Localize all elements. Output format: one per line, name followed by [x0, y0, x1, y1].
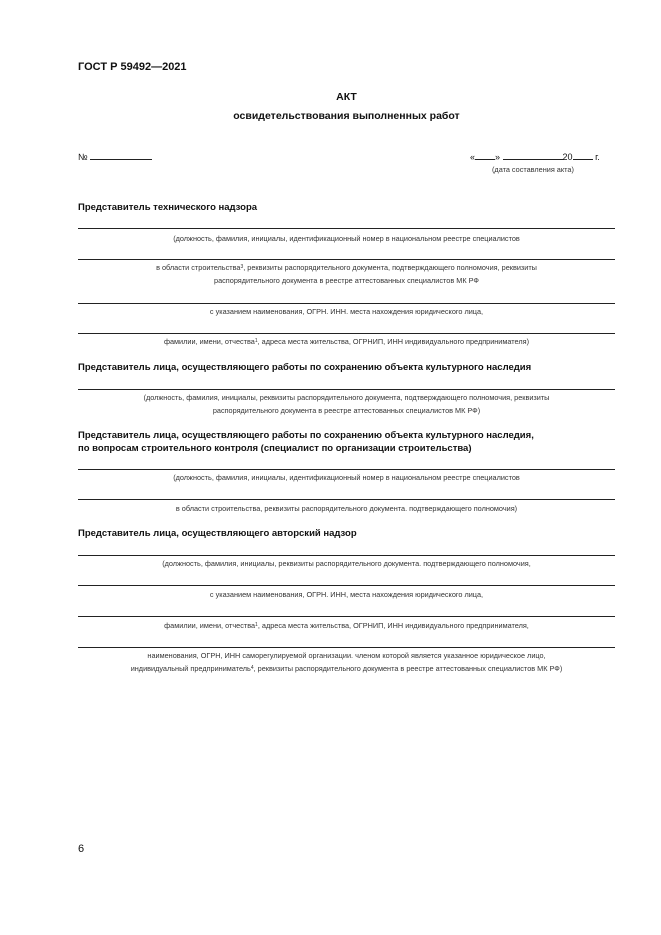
field-caption: (должность, фамилия, инициалы, идентификационный номер в национальном реестре специалистов — [173, 234, 520, 243]
caption-text: , реквизиты распорядительного документа, подтверждающего полномочия, реквизиты — [243, 263, 537, 272]
act-number-field[interactable] — [78, 150, 152, 162]
number-blank[interactable] — [90, 150, 152, 160]
year-prefix: 20 — [562, 152, 573, 162]
signature-line[interactable] — [78, 333, 615, 334]
signature-line[interactable] — [78, 389, 615, 390]
signature-line[interactable] — [78, 303, 615, 304]
heading-line: Представитель лица, осуществляющего работы по сохранению объекта культурного наследия, — [78, 430, 534, 441]
caption-text: в области строительства — [156, 263, 241, 272]
date-open-quote: « — [470, 152, 476, 162]
caption-text: (должность, фамилия, инициалы, реквизиты распорядительного документа, подтверждающего полномочия, реквизиты — [143, 393, 550, 402]
caption-text: , реквизиты распорядительного документа в реестре аттестованных специалистов МК РФ) — [253, 663, 563, 673]
signature-line[interactable] — [78, 259, 615, 260]
section-heading-author-supervision: Представитель лица, осуществляющего авторский надзор — [78, 528, 357, 539]
field-caption: (должность, фамилия, инициалы, идентификационный номер в национальном реестре специалистов — [173, 473, 520, 482]
month-blank[interactable] — [503, 150, 563, 160]
caption-text: распорядительного документа в реестре аттестованных специалистов МК РФ) — [212, 405, 481, 415]
caption-text: , адреса места жительства, ОГРНИП, ИНН индивидуального предпринимателя, — [257, 621, 529, 630]
field-caption — [78, 262, 615, 287]
caption-text: , адреса места жительства, ОГРНИП, ИНН индивидуального предпринимателя) — [257, 337, 530, 346]
number-label: № — [78, 152, 88, 162]
field-caption — [78, 620, 615, 633]
day-blank[interactable] — [475, 150, 495, 160]
footnote-ref: 3 — [240, 264, 244, 270]
act-subtitle: освидетельствования выполненных работ — [233, 110, 460, 122]
footnote-ref: 1 — [255, 622, 258, 628]
date-caption: (дата составления акта) — [492, 165, 574, 174]
page-number: 6 — [78, 843, 85, 855]
signature-line[interactable] — [78, 585, 615, 586]
year-blank[interactable] — [573, 150, 593, 160]
field-caption: в области строительства, реквизиты распорядительного документа. подтверждающего полномочия) — [175, 504, 518, 513]
field-caption — [78, 392, 615, 417]
field-caption: с указанием наименования, ОГРН. ИНН, места нахождения юридического лица, — [209, 590, 484, 599]
caption-text: наименования, ОГРН, ИНН саморегулируемой организации. членом которой является указанное юридическое лицо, — [147, 651, 546, 660]
section-heading-construction-control — [78, 429, 534, 455]
caption-text: фамилии, имени, отчества — [163, 337, 255, 346]
caption-text: индивидуальный предприниматель — [130, 663, 251, 673]
signature-line[interactable] — [78, 616, 615, 617]
act-title: АКТ — [336, 91, 357, 103]
signature-line[interactable] — [78, 555, 615, 556]
caption-text: распорядительного документа в реестре аттестованных специалистов МК РФ — [214, 275, 479, 285]
section-heading-technical-supervision: Представитель технического надзора — [78, 202, 258, 213]
field-caption: (должность, фамилия, инициалы, реквизиты распорядительного документа. подтверждающего полномочия, — [162, 559, 531, 568]
year-suffix: г. — [595, 152, 600, 162]
signature-line[interactable] — [78, 469, 615, 470]
heading-line: по вопросам строительного контроля (специалист по организации строительства) — [78, 443, 472, 454]
field-caption: с указанием наименования, ОГРН. ИНН. места нахождения юридического лица, — [209, 307, 484, 316]
field-caption — [78, 336, 615, 349]
field-caption — [70, 650, 623, 675]
date-close-quote: » — [495, 152, 501, 162]
section-heading-heritage-works: Представитель лица, осуществляющего работы по сохранению объекта культурного наследия — [78, 362, 532, 373]
footnote-ref: 1 — [254, 338, 258, 344]
standard-code: ГОСТ Р 59492—2021 — [78, 61, 187, 73]
caption-text: фамилии, имени, отчества — [164, 621, 256, 630]
signature-line[interactable] — [78, 647, 615, 648]
footnote-ref: 4 — [250, 664, 254, 671]
signature-line[interactable] — [78, 228, 615, 229]
act-date-field[interactable] — [470, 150, 600, 162]
signature-line[interactable] — [78, 499, 615, 500]
